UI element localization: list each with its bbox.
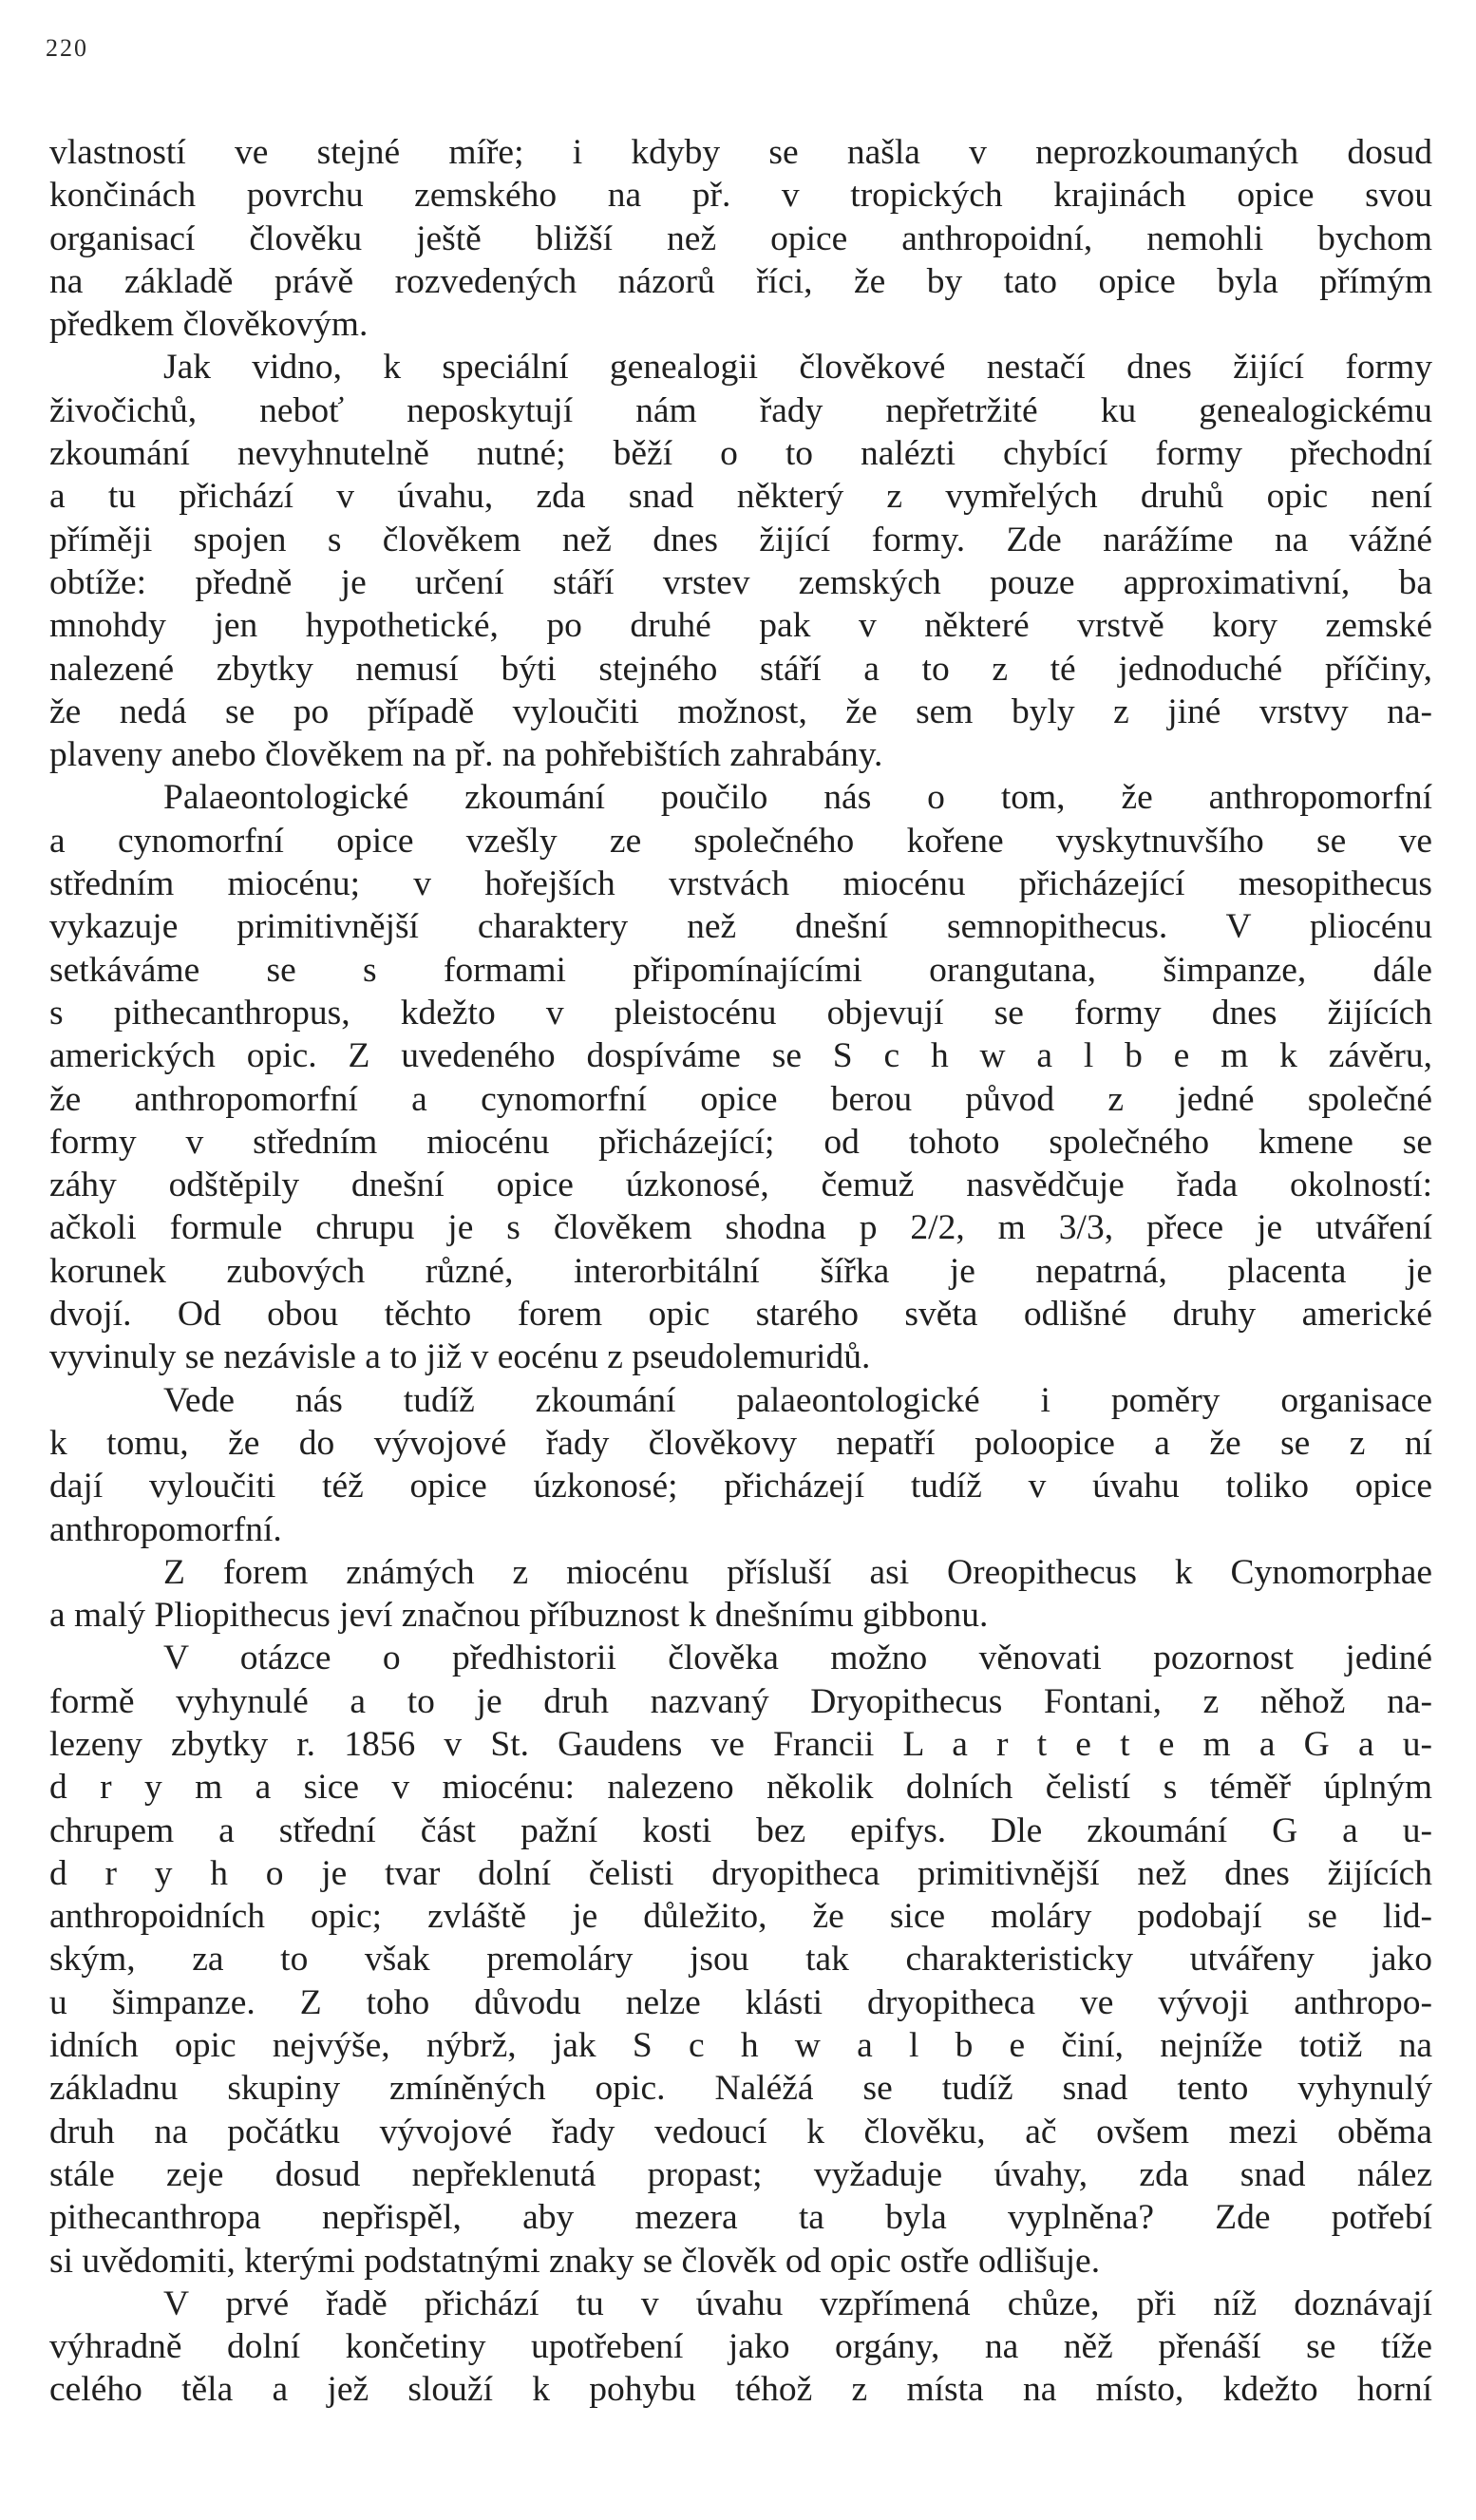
- text-line: d r y m a sice v miocénu: nalezeno několik dolních čelistí s téměř úplným: [49, 1768, 1432, 1808]
- text-line: obtíže: předně je určení stáří vrstev zemských pouze approximativní, ba: [49, 562, 1432, 602]
- text-line: živočichů, neboť neposkytují nám řady nepřetržité ku genealogickému: [49, 390, 1432, 430]
- text-line: že nedá se po případě vyloučiti možnost, že sem byly z jiné vrstvy na-: [49, 692, 1432, 731]
- text-line: formě vyhynulé a to je druh nazvaný Dryopithecus Fontani, z něhož na-: [49, 1681, 1432, 1721]
- text-line: k tomu, že do vývojové řady člověkovy nepatří poloopice a že se z ní: [49, 1423, 1432, 1463]
- text-line: vykazuje primitivnější charaktery než dnešní semnopithecus. V pliocénu: [49, 907, 1432, 947]
- text-line: s pithecanthropus, kdežto v pleistocénu objevují se formy dnes žijících: [49, 993, 1432, 1033]
- text-line: a cynomorfní opice vzešly ze společného kořene vyskytnuvšího se ve: [49, 821, 1432, 861]
- text-line: si uvědomiti, kterými podstatnými znaky se člověk od opic ostře odlišuje.: [49, 2241, 1101, 2281]
- text-line: anthropoidních opic; zvláště je důležito, že sice moláry podobají se lid-: [49, 1897, 1432, 1937]
- text-line: d r y h o je tvar dolní čelisti dryopitheca primitivnější než dnes žijících: [49, 1853, 1432, 1893]
- text-line: Z forem známých z miocénu přísluší asi Oreopithecus k Cynomorphae: [163, 1552, 1432, 1592]
- text-line: anthropomorfní.: [49, 1509, 282, 1549]
- text-line: na základě právě rozvedených názorů říci, že by tato opice byla přímým: [49, 261, 1432, 301]
- text-line: Jak vidno, k speciální genealogii člověkové nestačí dnes žijící formy: [163, 348, 1432, 388]
- text-line: dají vyloučiti též opice úzkonosé; přicházejí tudíž v úvahu toliko opice: [49, 1467, 1432, 1506]
- body-text: [49, 131, 1432, 2412]
- text-line: amerických opic. Z uvedeného dospíváme se S c h w a l b e m k závěru,: [49, 1036, 1432, 1076]
- text-line: vlastností ve stejné míře; i kdyby se našla v neprozkoumaných dosud: [49, 133, 1432, 172]
- text-line: korunek zubových různé, interorbitální šířka je nepatrná, placenta je: [49, 1251, 1432, 1291]
- text-line: záhy odštěpily dnešní opice úzkonosé, čemuž nasvědčuje řada okolností:: [49, 1165, 1432, 1205]
- text-line: Palaeontologické zkoumání poučilo nás o tom, že anthropomorfní: [163, 778, 1432, 818]
- text-line: V otázce o předhistorii člověka možno věnovati pozornost jediné: [163, 1639, 1432, 1678]
- text-line: a tu přichází v úvahu, zda snad některý z vymřelých druhů opic není: [49, 477, 1432, 517]
- text-line: idních opic nejvýše, nýbrž, jak S c h w a l b e činí, nejníže totiž na: [49, 2026, 1432, 2066]
- text-line: středním miocénu; v hořejších vrstvách miocénu přicházející mesopithecus: [49, 864, 1432, 904]
- page-number: 220: [46, 34, 88, 62]
- text-line: formy v středním miocénu přicházející; od tohoto společného kmene se: [49, 1122, 1432, 1162]
- text-line: V prvé řadě přichází tu v úvahu vzpřímená chůze, při níž doznávají: [163, 2283, 1432, 2323]
- text-line: setkáváme se s formami připomínajícími orangutana, šimpanze, dále: [49, 950, 1432, 990]
- text-line: plaveny anebo člověkem na př. na pohřebištích zahrabány.: [49, 735, 883, 775]
- text-line: zkoumání nevyhnutelně nutné; běží o to nalézti chybící formy přechodní: [49, 434, 1432, 474]
- text-line: nalezené zbytky nemusí býti stejného stáří a to z té jednoduché příčiny,: [49, 649, 1432, 689]
- text-line: pithecanthropa nepřispěl, aby mezera ta byla vyplněna? Zde potřebí: [49, 2198, 1432, 2238]
- text-line: končinách povrchu zemského na př. v tropických krajinách opice svou: [49, 176, 1432, 216]
- text-line: druh na počátku vývojové řady vedoucí k člověku, ač ovšem mezi oběma: [49, 2112, 1432, 2151]
- text-line: chrupem a střední část pažní kosti bez epifys. Dle zkoumání G a u-: [49, 1810, 1432, 1850]
- text-line: organisací člověku ještě bližší než opice anthropoidní, nemohli bychom: [49, 218, 1432, 258]
- text-line: ským, za to však premoláry jsou tak charakteristicky utvářeny jako: [49, 1940, 1432, 1980]
- text-line: Vede nás tudíž zkoumání palaeontologické i poměry organisace: [163, 1380, 1432, 1420]
- text-line: dvojí. Od obou těchto forem opic starého světa odlišné druhy americké: [49, 1295, 1432, 1335]
- text-line: lezeny zbytky r. 1856 v St. Gaudens ve Francii L a r t e t e m a G a u-: [49, 1724, 1432, 1764]
- text-line: celého těla a jež slouží k pohybu téhož z místa na místo, kdežto horní: [49, 2370, 1432, 2410]
- text-line: předkem člověkovým.: [49, 305, 369, 345]
- text-line: a malý Pliopithecus jeví značnou příbuznost k dnešnímu gibbonu.: [49, 1596, 989, 1636]
- text-line: u šimpanze. Z toho důvodu nelze klásti dryopitheca ve vývoji anthropo-: [49, 1982, 1432, 2022]
- text-line: základnu skupiny zmíněných opic. Naléžá se tudíž snad tento vyhynulý: [49, 2069, 1432, 2109]
- text-line: příměji spojen s člověkem než dnes žijící formy. Zde narážíme na vážné: [49, 520, 1432, 559]
- text-line: vyvinuly se nezávisle a to již v eocénu z pseudolemuridů.: [49, 1337, 871, 1377]
- text-line: stále zeje dosud nepřeklenutá propast; vyžaduje úvahy, zda snad nález: [49, 2154, 1432, 2194]
- text-line: že anthropomorfní a cynomorfní opice berou původ z jedné společné: [49, 1079, 1432, 1119]
- text-line: mnohdy jen hypothetické, po druhé pak v některé vrstvě kory zemské: [49, 606, 1432, 646]
- text-line: výhradně dolní končetiny upotřebení jako orgány, na něž přenáší se tíže: [49, 2327, 1432, 2367]
- text-line: ačkoli formule chrupu je s člověkem shodna p 2/2, m 3/3, přece je utváření: [49, 1208, 1432, 1248]
